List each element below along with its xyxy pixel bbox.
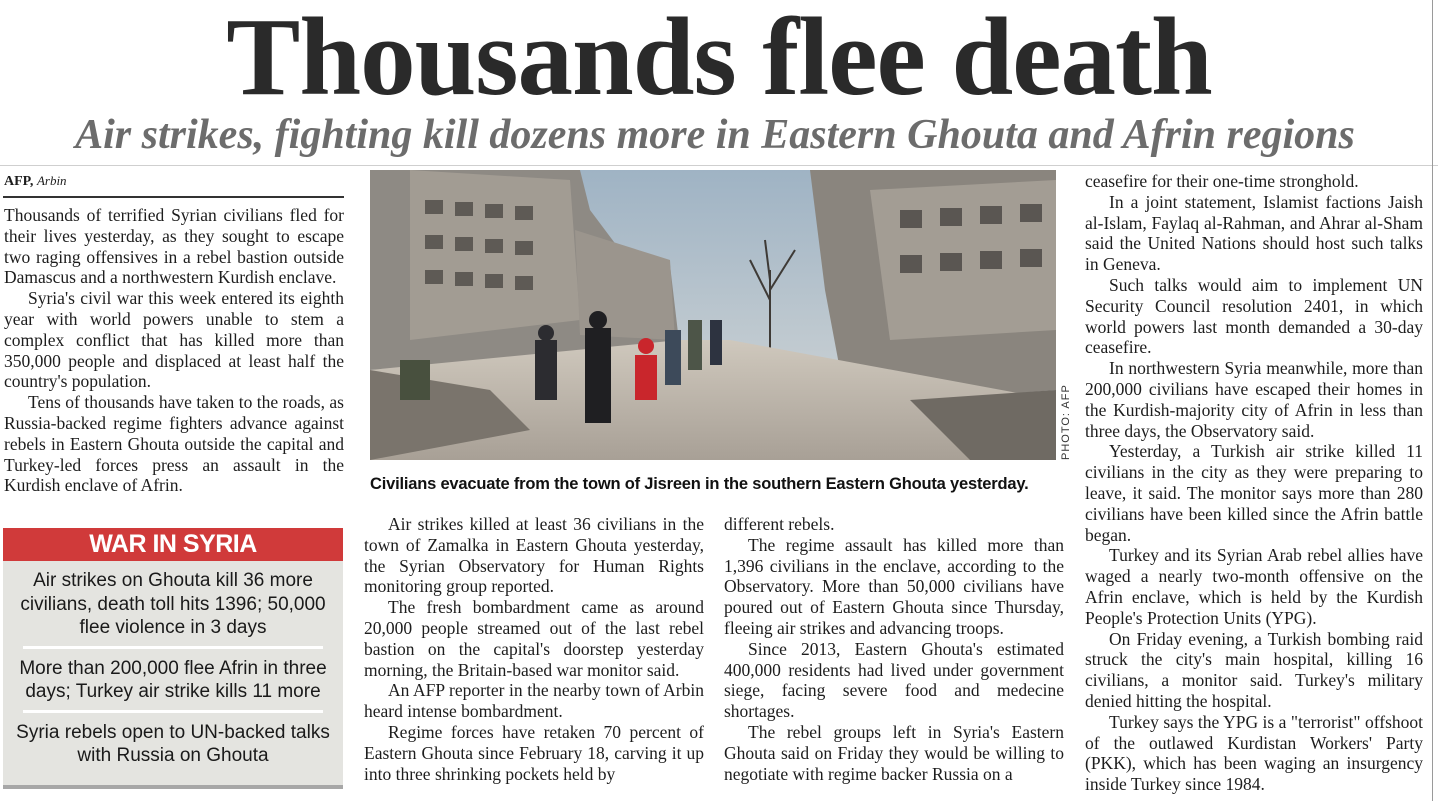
paragraph: Thousands of terrified Syrian civilians fled for their lives yesterday, as they sought to escape two raging offensives in a rebel bastion outside Damascus and a northwestern Kurdish enclave. (4, 205, 344, 288)
byline-place: Arbin (36, 173, 67, 188)
paragraph: Turkey says the YPG is a "terrorist" offshoot of the outlawed Kurdistan Workers' Party (PKK), which has been waging an insurgency inside Turkey since 1984. (1085, 711, 1423, 795)
header-divider (0, 165, 1438, 166)
war-in-syria-sidebar (3, 528, 343, 789)
paragraph: In northwestern Syria meanwhile, more than 200,000 civilians have escaped their homes in the Kurdish-majority city of Afrin in less than three days, the Observatory said. (1085, 358, 1423, 441)
paragraph: Syria's civil war this week entered its eighth year with world powers unable to stem a complex conflict that has killed more than 350,000 people and displaced at least half the country's population. (4, 288, 344, 392)
article-column-1 (4, 205, 344, 496)
page-edge-rule (1432, 0, 1433, 801)
byline-agency: AFP, (4, 174, 34, 189)
news-photo (370, 170, 1056, 460)
sidebar-item: More than 200,000 flee Afrin in three days; Turkey air strike kills 11 more (19, 657, 327, 702)
photo-illustration (370, 170, 1056, 460)
article-column-4 (1085, 171, 1423, 795)
byline (4, 173, 67, 190)
paragraph: An AFP reporter in the nearby town of Arbin heard intense bombardment. (364, 680, 704, 722)
sidebar-title: WAR IN SYRIA (3, 528, 343, 561)
paragraph: In a joint statement, Islamist factions Jaish al-Islam, Faylaq al-Rahman, and Ahrar al-Sham said the United Nations should host such talks in Geneva. (1085, 191, 1423, 275)
paragraph: On Friday evening, a Turkish bombing raid struck the city's main hospital, killing 16 civilians, a monitor said. Turkey's military denied hitting the hospital. (1085, 628, 1423, 711)
paragraph: The regime assault has killed more than 1,396 civilians in the enclave, according to the Observatory. More than 50,000 civilians have poured out of Eastern Ghouta since Thursday, fleeing air strikes and advancing troops. (724, 534, 1064, 638)
sidebar-item: Air strikes on Ghouta kill 36 more civilians, death toll hits 1396; 50,000 flee violence in 3 days (20, 570, 326, 638)
paragraph: Turkey and its Syrian Arab rebel allies have waged a nearly two-month offensive on the Afrin enclave, which is held by the Kurdish People's Protection Units (YPG). (1085, 545, 1423, 628)
paragraph: Air strikes killed at least 36 civilians in the town of Zamalka in Eastern Ghouta yesterday, the Syrian Observatory for Human Rights monitoring group reported. (364, 514, 704, 597)
paragraph: The rebel groups left in Syria's Eastern Ghouta said on Friday they would be willing to negotiate with regime backer Russia on a (724, 721, 1064, 784)
paragraph: Since 2013, Eastern Ghouta's estimated 400,000 residents had lived under government siege, facing severe food and medecine shortages. (724, 638, 1064, 722)
article-column-3 (724, 514, 1064, 784)
photo-caption: Civilians evacuate from the town of Jisreen in the southern Eastern Ghouta yesterday. (370, 475, 1029, 493)
headline: Thousands flee death (226, 0, 1212, 119)
byline-divider (3, 196, 344, 198)
article-column-2 (364, 514, 704, 784)
paragraph: Tens of thousands have taken to the roads, as Russia-backed regime fighters advance against rebels in Eastern Ghouta outside the capital and Turkey-led forces press an assault in the Kurdish enclave of Afrin. (4, 392, 344, 496)
paragraph: Yesterday, a Turkish air strike killed 11 civilians in the city as they were preparing to leave, it said. The monitor says more than 280 civilians have been killed since the Afrin battle began. (1085, 441, 1423, 545)
photo-credit: PHOTO: AFP (1060, 384, 1072, 460)
paragraph: different rebels. (724, 514, 835, 534)
paragraph: Such talks would aim to implement UN Security Council resolution 2401, in which world powers last month demanded a 30-day ceasefire. (1085, 274, 1423, 358)
paragraph: Regime forces have retaken 70 percent of Eastern Ghouta since February 18, carving it up into three shrinking pockets held by (364, 721, 704, 784)
paragraph: The fresh bombardment came as around 20,000 people streamed out of the last rebel bastion on the capital's doorstep yesterday morning, the Britain-based war monitor said. (364, 597, 704, 680)
paragraph: ceasefire for their one-time stronghold. (1085, 171, 1359, 191)
subheadline: Air strikes, fighting kill dozens more in Eastern Ghouta and Afrin regions (75, 112, 1355, 158)
sidebar-item: Syria rebels open to UN-backed talks with Russia on Ghouta (16, 721, 330, 766)
